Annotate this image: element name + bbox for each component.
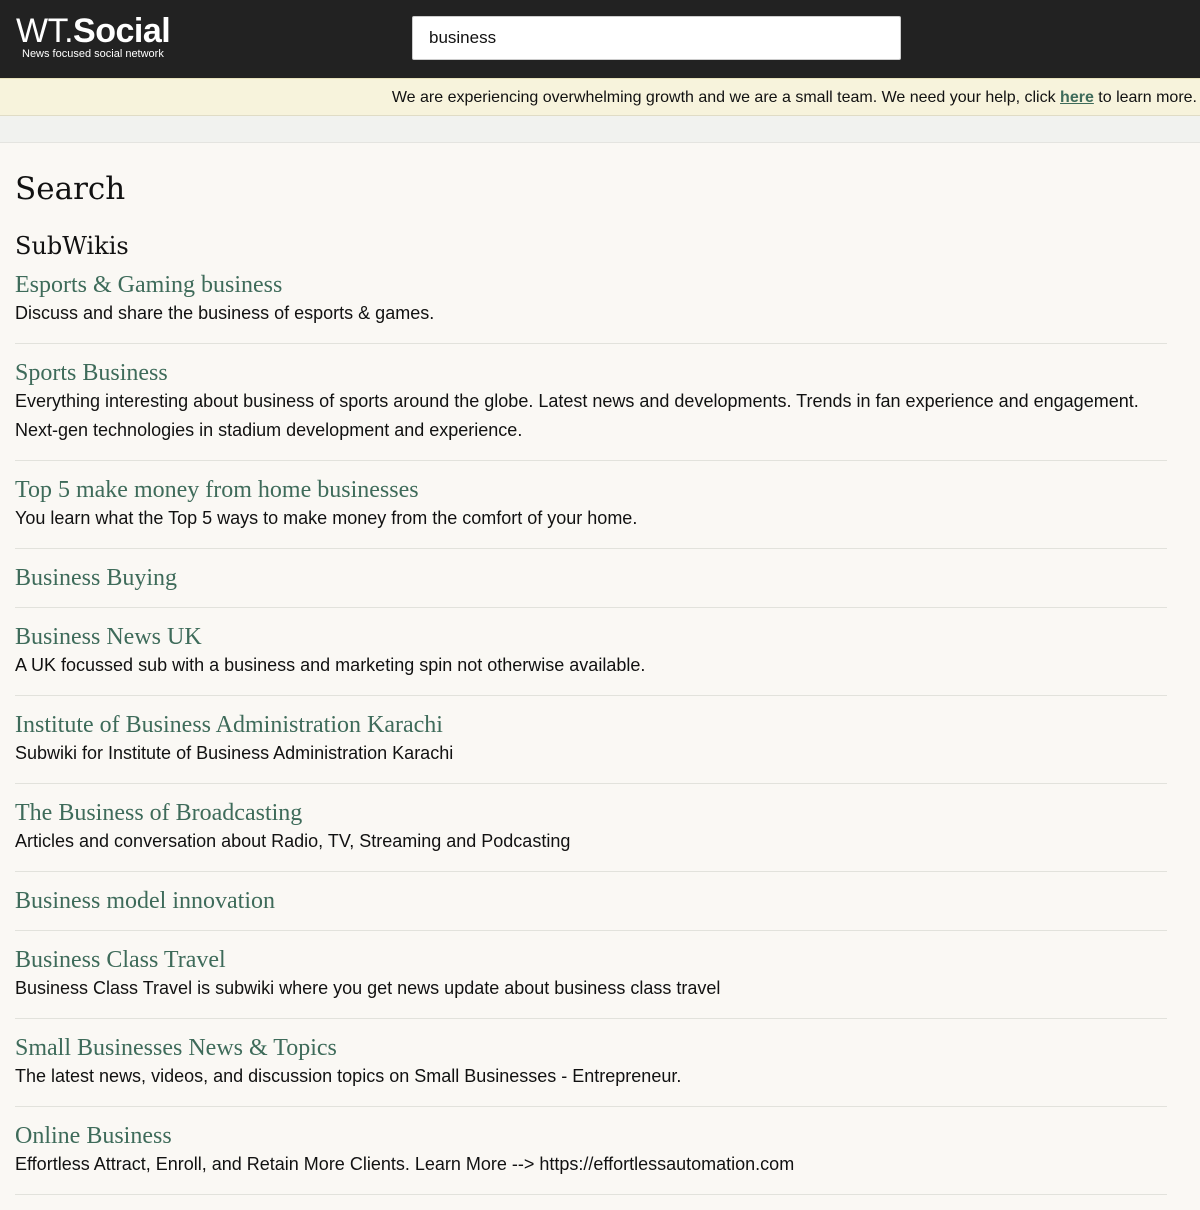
list-item xyxy=(15,359,1167,461)
list-item xyxy=(15,711,1167,784)
subwiki-title-link[interactable]: Business model innovation xyxy=(15,888,275,914)
subwiki-description: Subwiki for Institute of Business Administration Karachi xyxy=(15,743,454,763)
subwiki-title-link[interactable]: Business Class Travel xyxy=(15,947,226,973)
main-content xyxy=(15,143,1167,1210)
subwiki-description: Articles and conversation about Radio, TV, Streaming and Podcasting xyxy=(15,831,571,851)
list-item xyxy=(15,623,1167,696)
subwiki-title-link[interactable]: Esports & Gaming business xyxy=(15,272,283,298)
subwiki-description: The latest news, videos, and discussion topics on Small Businesses - Entrepreneur. xyxy=(15,1066,682,1086)
list-item xyxy=(15,476,1167,549)
subwiki-description: A UK focussed sub with a business and marketing spin not otherwise available. xyxy=(15,655,646,675)
subwiki-title-link[interactable]: Sports Business xyxy=(15,360,168,386)
section-title-subwikis: SubWikis xyxy=(15,232,129,260)
subwiki-description: Everything interesting about business of sports around the globe. Latest news and developments. Trends in fan experience and engagement. Next-gen technologies in stadium development and experience. xyxy=(15,391,1139,440)
logo-wordmark xyxy=(16,14,170,48)
subwiki-title-link[interactable]: Small Businesses News & Topics xyxy=(15,1035,337,1061)
list-item xyxy=(15,1122,1167,1195)
subwiki-title-link[interactable]: Business News UK xyxy=(15,624,202,650)
logo-wt: WT. xyxy=(16,12,74,50)
subwiki-title-link[interactable]: Institute of Business Administration Karachi xyxy=(15,712,443,738)
list-item xyxy=(15,887,1167,931)
banner-text: We are experiencing overwhelming growth and we are a small team. We need your help, click xyxy=(391,89,1061,106)
subwiki-description: Business Class Travel is subwiki where you get news update about business class travel xyxy=(15,978,721,998)
subwiki-description: Discuss and share the business of esports & games. xyxy=(15,303,435,323)
subwiki-title-link[interactable]: Business Buying xyxy=(15,565,178,591)
banner-text-end: to learn more. xyxy=(1093,89,1197,106)
subwiki-results-list xyxy=(15,271,1167,1195)
subwiki-title-link[interactable]: Online Business xyxy=(15,1123,172,1149)
site-logo[interactable] xyxy=(16,14,170,60)
page-title: Search xyxy=(15,171,126,207)
subwiki-description: Effortless Attract, Enroll, and Retain More Clients. Learn More --> https://effortlessautomation.com xyxy=(15,1154,795,1174)
logo-social: Social xyxy=(73,12,171,50)
top-navbar xyxy=(0,0,1200,78)
list-item xyxy=(15,564,1167,608)
banner-here-link[interactable]: here xyxy=(1060,89,1094,106)
subwiki-description: You learn what the Top 5 ways to make money from the comfort of your home. xyxy=(15,508,638,528)
list-item xyxy=(15,271,1167,344)
subheader-strip xyxy=(0,116,1200,143)
help-banner xyxy=(0,78,1200,116)
list-item xyxy=(15,1034,1167,1107)
list-item xyxy=(15,946,1167,1019)
search-input[interactable] xyxy=(412,16,901,60)
logo-tagline: News focused social network xyxy=(22,48,164,60)
subwiki-title-link[interactable]: The Business of Broadcasting xyxy=(15,800,303,826)
list-item xyxy=(15,799,1167,872)
subwiki-title-link[interactable]: Top 5 make money from home businesses xyxy=(15,477,419,503)
